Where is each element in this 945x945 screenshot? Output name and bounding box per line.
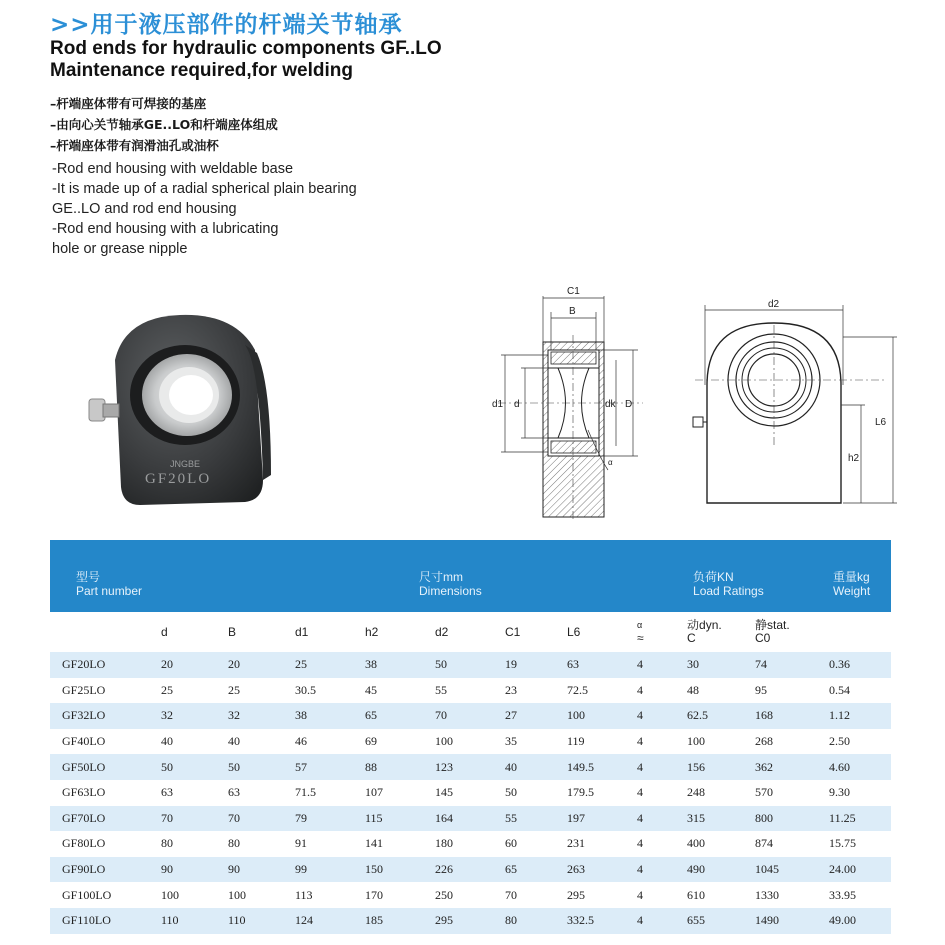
- table-cell: 20: [155, 652, 222, 678]
- table-cell: 1490: [749, 908, 823, 934]
- table-cell: 4: [631, 908, 681, 934]
- part-number-cell: GF80LO: [50, 831, 155, 857]
- col-b: B: [222, 612, 289, 652]
- table-cell: 874: [749, 831, 823, 857]
- table-cell: 655: [681, 908, 749, 934]
- table-cell: 1.12: [823, 703, 891, 729]
- side-view-drawing: [685, 295, 905, 520]
- table-cell: 38: [359, 652, 429, 678]
- table-cell: 49.00: [823, 908, 891, 934]
- table-cell: 362: [749, 754, 823, 780]
- table-cell: 24.00: [823, 857, 891, 883]
- part-number-cell: GF70LO: [50, 806, 155, 832]
- table-row: [50, 857, 891, 883]
- label-alpha: α: [608, 458, 613, 467]
- col-c1: C1: [499, 612, 561, 652]
- table-cell: 179.5: [561, 780, 631, 806]
- table-cell: 180: [429, 831, 499, 857]
- label-D: D: [625, 399, 633, 410]
- table-cell: 9.30: [823, 780, 891, 806]
- table-cell: 70: [222, 806, 289, 832]
- table-cell: 332.5: [561, 908, 631, 934]
- table-cell: 4: [631, 831, 681, 857]
- table-cell: 40: [222, 729, 289, 755]
- part-number-cell: GF25LO: [50, 678, 155, 704]
- table-cell: 100: [429, 729, 499, 755]
- table-cell: 74: [749, 652, 823, 678]
- table-cell: 197: [561, 806, 631, 832]
- table-cell: 0.54: [823, 678, 891, 704]
- feature-cn-1: –杆端座体带有可焊接的基座: [50, 96, 207, 111]
- table-cell: 170: [359, 882, 429, 908]
- part-number-cell: GF50LO: [50, 754, 155, 780]
- table-row: [50, 678, 891, 704]
- table-cell: 0.36: [823, 652, 891, 678]
- table-row: [50, 780, 891, 806]
- table-cell: 4: [631, 678, 681, 704]
- table-cell: 11.25: [823, 806, 891, 832]
- table-cell: 145: [429, 780, 499, 806]
- table-cell: 50: [499, 780, 561, 806]
- table-cell: 40: [155, 729, 222, 755]
- table-row: [50, 806, 891, 832]
- col-static-load: 静stat. C0: [749, 612, 823, 652]
- table-cell: 63: [222, 780, 289, 806]
- table-cell: 25: [155, 678, 222, 704]
- table-cell: 62.5: [681, 703, 749, 729]
- table-cell: 33.95: [823, 882, 891, 908]
- table-cell: 65: [359, 703, 429, 729]
- table-cell: 23: [499, 678, 561, 704]
- table-cell: 248: [681, 780, 749, 806]
- table-cell: 150: [359, 857, 429, 883]
- group-load-ratings: 负荷KN Load Ratings: [681, 540, 823, 612]
- table-cell: 226: [429, 857, 499, 883]
- table-cell: 113: [289, 882, 359, 908]
- table-cell: 100: [155, 882, 222, 908]
- col-d1: d1: [289, 612, 359, 652]
- table-cell: 490: [681, 857, 749, 883]
- table-cell: 99: [289, 857, 359, 883]
- spec-table: [50, 540, 891, 934]
- table-cell: 110: [222, 908, 289, 934]
- cross-section-drawing: [488, 280, 653, 520]
- label-dk: dk: [605, 399, 616, 410]
- table-cell: 164: [429, 806, 499, 832]
- photo-model: GF20LO: [145, 471, 212, 487]
- table-cell: 4: [631, 652, 681, 678]
- table-cell: 168: [749, 703, 823, 729]
- table-cell: 40: [499, 754, 561, 780]
- label-L6: L6: [875, 417, 887, 428]
- table-cell: 80: [499, 908, 561, 934]
- subtitle-line-1: Rod ends for hydraulic components GF..LO: [50, 38, 442, 59]
- table-row: [50, 882, 891, 908]
- table-cell: 156: [681, 754, 749, 780]
- part-number-cell: GF110LO: [50, 908, 155, 934]
- table-cell: 295: [429, 908, 499, 934]
- label-b: B: [569, 306, 576, 317]
- table-cell: 71.5: [289, 780, 359, 806]
- table-cell: 70: [155, 806, 222, 832]
- table-body: [50, 652, 891, 934]
- table-cell: 35: [499, 729, 561, 755]
- feature-en-4: -Rod end housing with a lubricating: [52, 221, 279, 237]
- table-cell: 45: [359, 678, 429, 704]
- table-cell: 55: [429, 678, 499, 704]
- col-d2: d2: [429, 612, 499, 652]
- table-cell: 4: [631, 882, 681, 908]
- table-cell: 100: [681, 729, 749, 755]
- table-cell: 119: [561, 729, 631, 755]
- table-cell: 4: [631, 780, 681, 806]
- table-cell: 27: [499, 703, 561, 729]
- table-cell: 55: [499, 806, 561, 832]
- table-row: [50, 754, 891, 780]
- label-c1: C1: [567, 286, 580, 297]
- group-part-number: 型号 Part number: [50, 540, 429, 612]
- table-cell: 1330: [749, 882, 823, 908]
- feature-en-3: GE..LO and rod end housing: [52, 201, 237, 217]
- table-cell: 400: [681, 831, 749, 857]
- product-photo: [85, 305, 300, 510]
- table-cell: 63: [561, 652, 631, 678]
- table-group-header: [50, 540, 891, 612]
- table-cell: 4: [631, 729, 681, 755]
- part-number-cell: GF63LO: [50, 780, 155, 806]
- table-cell: 50: [222, 754, 289, 780]
- group-weight: 重量kg Weight: [823, 540, 891, 612]
- part-number-cell: GF40LO: [50, 729, 155, 755]
- table-cell: 4: [631, 857, 681, 883]
- table-cell: 25: [289, 652, 359, 678]
- group-dimensions: 尺寸mm Dimensions: [429, 540, 681, 612]
- table-cell: 100: [222, 882, 289, 908]
- table-cell: 124: [289, 908, 359, 934]
- table-cell: 250: [429, 882, 499, 908]
- table-cell: 79: [289, 806, 359, 832]
- table-row: [50, 703, 891, 729]
- table-cell: 610: [681, 882, 749, 908]
- table-cell: 70: [499, 882, 561, 908]
- label-h2: h2: [848, 453, 860, 464]
- table-cell: 100: [561, 703, 631, 729]
- table-cell: 315: [681, 806, 749, 832]
- label-d2: d2: [768, 299, 780, 310]
- table-cell: 46: [289, 729, 359, 755]
- table-row: [50, 831, 891, 857]
- table-cell: 231: [561, 831, 631, 857]
- table-cell: 32: [222, 703, 289, 729]
- table-cell: 38: [289, 703, 359, 729]
- table-cell: 95: [749, 678, 823, 704]
- table-cell: 50: [155, 754, 222, 780]
- table-cell: 72.5: [561, 678, 631, 704]
- table-cell: 110: [155, 908, 222, 934]
- table-cell: 48: [681, 678, 749, 704]
- table-cell: 63: [155, 780, 222, 806]
- table-cell: 25: [222, 678, 289, 704]
- part-number-cell: GF20LO: [50, 652, 155, 678]
- table-cell: 30: [681, 652, 749, 678]
- col-alpha: α ≈: [631, 612, 681, 652]
- table-row: [50, 652, 891, 678]
- page-title: >>用于液压部件的杆端关节轴承: [50, 12, 403, 38]
- table-cell: 30.5: [289, 678, 359, 704]
- table-cell: 1045: [749, 857, 823, 883]
- table-cell: 2.50: [823, 729, 891, 755]
- subtitle-line-2: Maintenance required,for welding: [50, 60, 353, 81]
- table-cell: 50: [429, 652, 499, 678]
- table-cell: 800: [749, 806, 823, 832]
- table-cell: 69: [359, 729, 429, 755]
- table-cell: 20: [222, 652, 289, 678]
- label-d1: d1: [492, 399, 504, 410]
- table-cell: 19: [499, 652, 561, 678]
- table-cell: 268: [749, 729, 823, 755]
- table-cell: 57: [289, 754, 359, 780]
- table-cell: 185: [359, 908, 429, 934]
- table-cell: 70: [429, 703, 499, 729]
- table-column-header: [50, 612, 891, 652]
- table-cell: 4: [631, 806, 681, 832]
- col-dynamic-load: 动dyn. C: [681, 612, 749, 652]
- table-cell: 263: [561, 857, 631, 883]
- part-number-cell: GF90LO: [50, 857, 155, 883]
- table-cell: 4.60: [823, 754, 891, 780]
- photo-brand: JNGBE: [170, 459, 201, 469]
- table-cell: 91: [289, 831, 359, 857]
- feature-en-1: -Rod end housing with weldable base: [52, 161, 294, 177]
- table-cell: 88: [359, 754, 429, 780]
- table-cell: 4: [631, 754, 681, 780]
- col-d: d: [155, 612, 222, 652]
- part-number-cell: GF32LO: [50, 703, 155, 729]
- table-cell: 295: [561, 882, 631, 908]
- table-cell: 141: [359, 831, 429, 857]
- table-cell: 123: [429, 754, 499, 780]
- feature-cn-2: –由向心关节轴承GE..LO和杆端座体组成: [50, 117, 278, 132]
- table-cell: 4: [631, 703, 681, 729]
- table-cell: 90: [155, 857, 222, 883]
- col-h2: h2: [359, 612, 429, 652]
- col-l6: L6: [561, 612, 631, 652]
- table-cell: 15.75: [823, 831, 891, 857]
- table-cell: 60: [499, 831, 561, 857]
- feature-en-5: hole or grease nipple: [52, 241, 188, 257]
- table-row: [50, 729, 891, 755]
- part-number-cell: GF100LO: [50, 882, 155, 908]
- table-cell: 90: [222, 857, 289, 883]
- table-cell: 570: [749, 780, 823, 806]
- table-cell: 80: [222, 831, 289, 857]
- feature-en-2: -It is made up of a radial spherical plain bearing: [52, 181, 357, 197]
- table-cell: 65: [499, 857, 561, 883]
- table-cell: 80: [155, 831, 222, 857]
- table-cell: 32: [155, 703, 222, 729]
- table-cell: 149.5: [561, 754, 631, 780]
- table-cell: 107: [359, 780, 429, 806]
- label-d: d: [514, 399, 520, 410]
- table-cell: 115: [359, 806, 429, 832]
- feature-cn-3: –杆端座体带有润滑油孔或油杯: [50, 138, 219, 153]
- table-row: [50, 908, 891, 934]
